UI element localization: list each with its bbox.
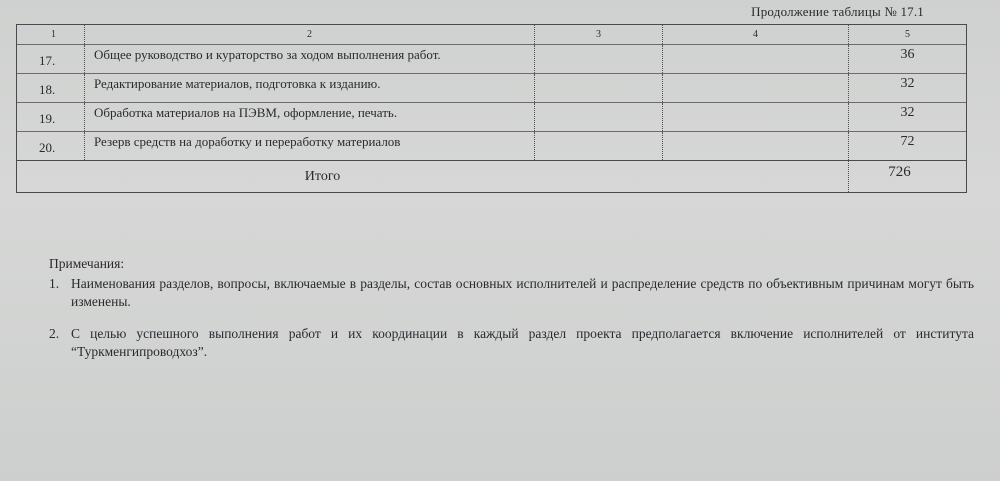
header-col-4: 4 <box>663 25 849 44</box>
row-col-4-empty <box>663 74 849 102</box>
note-text: Наименования разделов, вопросы, включаемые в разделы, состав основных исполнителей и распределение средств по объективным причинам могут быть изменены. <box>71 276 974 309</box>
row-col-4-empty <box>663 45 849 73</box>
cost-table <box>16 24 967 193</box>
notes-title: Примечания: <box>49 256 125 271</box>
row-description-text: Обработка материалов на ПЭВМ, оформление, печать. <box>94 105 398 120</box>
total-value-text: 726 <box>888 164 911 180</box>
row-description <box>85 103 535 131</box>
row-col-3-empty <box>535 103 663 131</box>
table-header-row <box>17 25 966 44</box>
row-description-text: Общее руководство и кураторство за ходом выполнения работ. <box>94 47 441 62</box>
row-value-text: 36 <box>900 47 915 62</box>
row-col-3-empty <box>535 45 663 73</box>
row-value <box>849 132 966 160</box>
note-item <box>49 325 974 361</box>
header-col-2: 2 <box>85 25 535 44</box>
row-number: 18. <box>17 74 85 102</box>
table-row <box>17 131 966 160</box>
row-description <box>85 74 535 102</box>
table-row <box>17 73 966 102</box>
row-description-text: Редактирование материалов, подготовка к изданию. <box>94 76 381 91</box>
row-value <box>849 74 966 102</box>
table-total-row <box>17 160 966 192</box>
note-number: 2. <box>49 326 60 341</box>
total-value <box>849 161 966 192</box>
total-label <box>17 161 849 192</box>
header-col-3: 3 <box>535 25 663 44</box>
row-col-4-empty <box>663 132 849 160</box>
row-number: 17. <box>17 45 85 73</box>
note-text: С целью успешного выполнения работ и их координации в каждый раздел проекта предполагается включение исполнителей от института “Туркменгипроводхоз”. <box>71 326 974 359</box>
table-row <box>17 102 966 131</box>
row-value <box>849 103 966 131</box>
row-number: 19. <box>17 103 85 131</box>
total-label-text: Итого <box>304 169 341 184</box>
row-value-text: 72 <box>900 134 915 149</box>
table-continuation-title: Продолжение таблицы № 17.1 <box>751 4 924 19</box>
row-description-text: Резерв средств на доработку и переработку материалов <box>94 134 401 149</box>
row-description <box>85 45 535 73</box>
row-col-3-empty <box>535 74 663 102</box>
row-value <box>849 45 966 73</box>
table-row <box>17 44 966 73</box>
row-col-4-empty <box>663 103 849 131</box>
row-col-3-empty <box>535 132 663 160</box>
row-value-text: 32 <box>900 76 915 91</box>
header-col-1: 1 <box>17 25 85 44</box>
note-item <box>49 275 974 311</box>
row-number: 20. <box>17 132 85 160</box>
row-value-text: 32 <box>900 105 915 120</box>
row-description <box>85 132 535 160</box>
notes-section <box>49 255 974 375</box>
header-col-5: 5 <box>905 29 910 40</box>
note-number: 1. <box>49 276 60 291</box>
